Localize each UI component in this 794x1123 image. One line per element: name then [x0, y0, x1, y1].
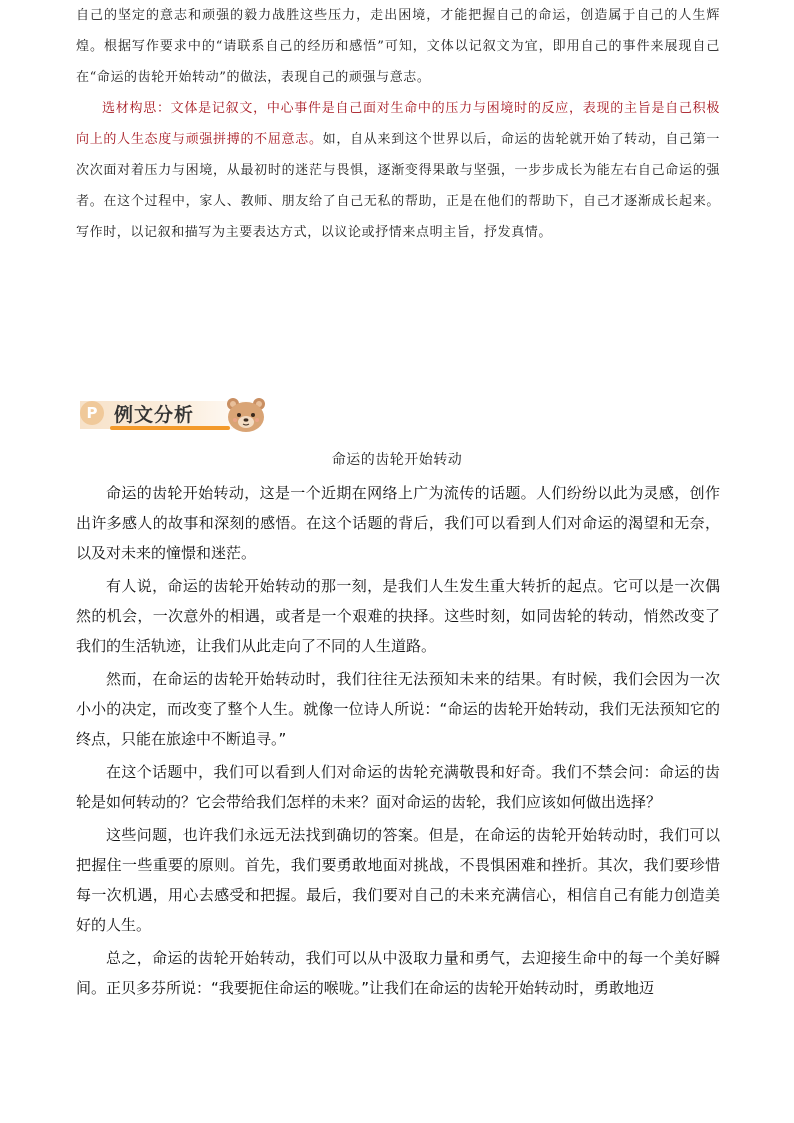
essay-paragraph: 这些问题，也许我们永远无法找到确切的答案。但是，在命运的齿轮开始转动时，我们可以把握住一些重要的原则。首先，我们要勇敢地面对挑战，不畏惧困难和挫折。其次，我们要珍惜每一次机遇，用心去感受和把握。最后，我们要对自己的未来充满信心，相信自己有能力创造美好的人生。 [76, 826, 720, 934]
section-banner [74, 395, 270, 437]
material-idea-highlight: 选材构思：文体是记叙文，中心事件是自己面对生命中的压力与困境时的反应，表现的主旨是自己积极向上的人生态度与顽强拼搏的不屈意志。 [76, 101, 720, 147]
essay-paragraph: 然而，在命运的齿轮开始转动时，我们往往无法预知未来的结果。有时候，我们会因为一次小小的决定，而改变了整个人生。就像一位诗人所说：“命运的齿轮开始转动，我们无法预知它的终点，只能在旅途中不断追寻。” [76, 670, 720, 748]
essay-paragraph: 有人说，命运的齿轮开始转动的那一刻，是我们人生发生重大转折的起点。它可以是一次偶然的机会，一次意外的相遇，或者是一个艰难的抉择。这些时刻，如同齿轮的转动，悄然改变了我们的生活轨迹，让我们从此走向了不同的人生道路。 [76, 577, 720, 655]
intro-paragraph-2 [76, 93, 720, 248]
section-heading: 例文分析 [114, 404, 195, 426]
essay-paragraph: 命运的齿轮开始转动，这是一个近期在网络上广为流传的话题。人们纷纷以此为灵感，创作出许多感人的故事和深刻的感悟。在这个话题的背后，我们可以看到人们对命运的渴望和无奈，以及对未来的憧憬和迷茫。 [76, 484, 720, 562]
intro-text [76, 0, 720, 248]
essay-paragraph: 在这个话题中，我们可以看到人们对命运的齿轮充满敬畏和好奇。我们不禁会问：命运的齿轮是如何转动的？它会带给我们怎样的未来？面对命运的齿轮，我们应该如何做出选择？ [76, 763, 720, 811]
essay-paragraph: 总之，命运的齿轮开始转动，我们可以从中汲取力量和勇气，去迎接生命中的每一个美好瞬间。正贝多芬所说：“我要扼住命运的喉咙。”让我们在命运的齿轮开始转动时，勇敢地迈 [76, 949, 720, 997]
essay-title: 命运的齿轮开始转动 [331, 452, 463, 468]
p-logo-icon: P [80, 401, 104, 425]
bear-mascot-icon [224, 395, 268, 433]
material-idea-rest: 如，自从来到这个世界以后，命运的齿轮就开始了转动，自己第一次次面对着压力与困境，从最初时的迷茫与畏惧，逐渐变得果敢与坚强，一步步成长为能左右自己命运的强者。在这个过程中，家人、教师、朋友给了自己无私的帮助，正是在他们的帮助下，自己才逐渐成长起来。写作时，以记叙和描写为主要表达方式，以议论或抒情来点明主旨，抒发真情。 [76, 132, 720, 240]
intro-paragraph-1: 自己的坚定的意志和顽强的毅力战胜这些压力，走出困境，才能把握自己的命运，创造属于自己的人生辉煌。根据写作要求中的“请联系自己的经历和感悟”可知，文体以记叙文为宜，即用自己的事件来展现自己在“命运的齿轮开始转动”的做法，表现自己的顽强与意志。 [76, 8, 720, 85]
essay-body [76, 478, 720, 1006]
